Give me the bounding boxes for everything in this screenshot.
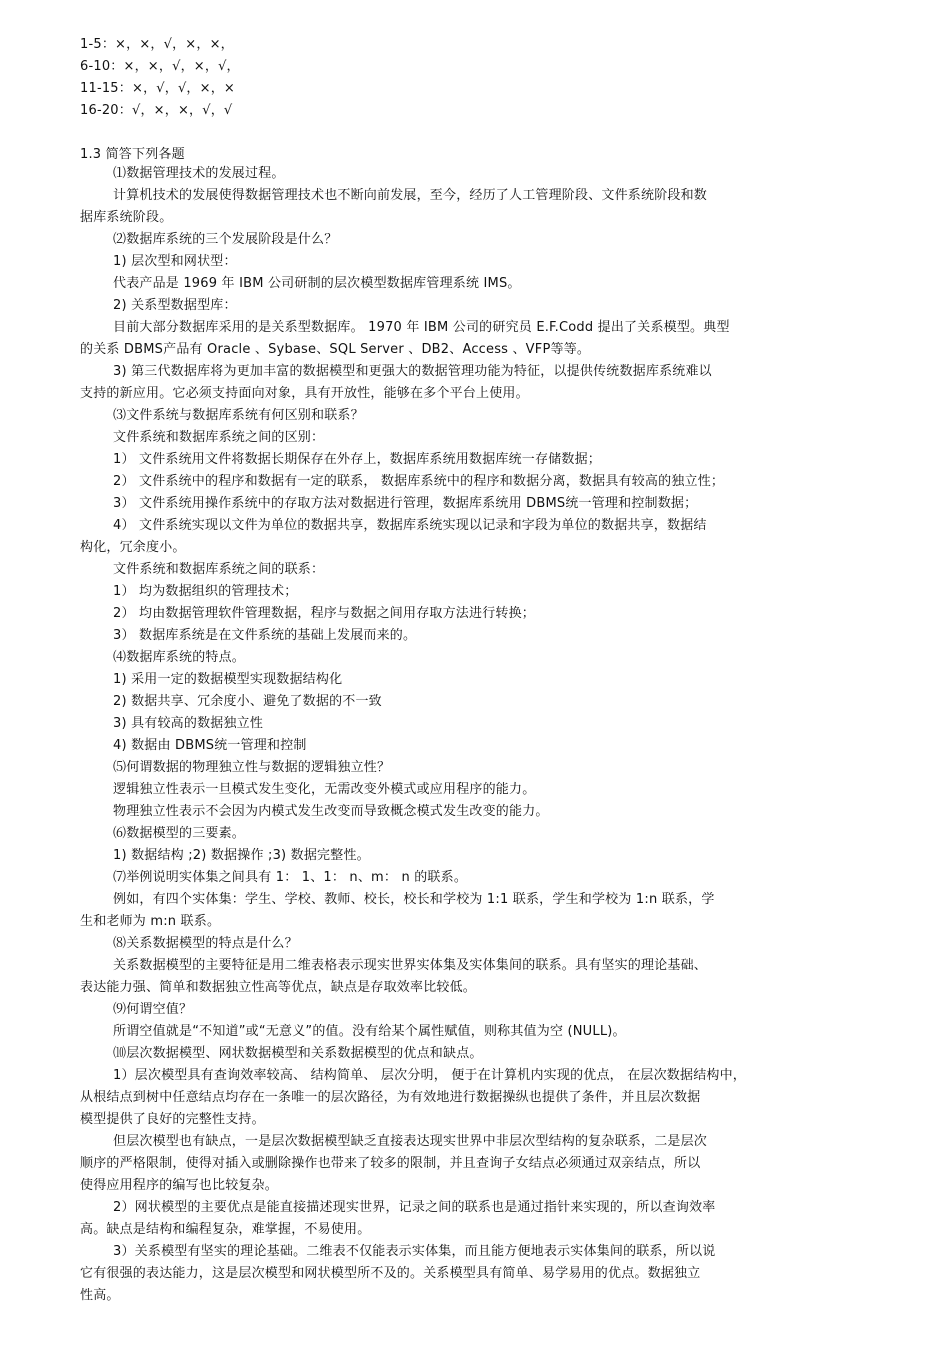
text-line: 顺序的严格限制，使得对插入或删除操作也带来了较多的限制，并且查询子女结点必须通过双亲结点，所以 bbox=[80, 1156, 701, 1171]
text-line: 逻辑独立性表示一旦模式发生变化，无需改变外模式或应用程序的能力。 bbox=[113, 782, 536, 797]
question-line: ⑵数据库系统的三个发展阶段是什么？ bbox=[113, 232, 338, 247]
text-line: 生和老师为 m:n 联系。 bbox=[80, 914, 221, 929]
text-line: 2) 关系型数据型库： bbox=[113, 298, 237, 313]
text-line: 文件系统和数据库系统之间的联系： bbox=[113, 562, 325, 577]
text-line: 的关系 DBMS产品有 Oracle 、Sybase、SQL Server 、DB2、Access 、VFP等等。 bbox=[80, 342, 591, 357]
text-line: 模型提供了良好的完整性支持。 bbox=[80, 1112, 265, 1127]
text-line: 4） 文件系统实现以文件为单位的数据共享，数据库系统实现以记录和字段为单位的数据共享，数据结 bbox=[113, 518, 707, 533]
answer-line: 6-10：×，×，√，×，√， bbox=[80, 59, 240, 74]
text-line: 1) 层次型和网状型： bbox=[113, 254, 237, 269]
text-line: 文件系统和数据库系统之间的区别： bbox=[113, 430, 325, 445]
text-line: 它有很强的表达能力，这是层次模型和网状模型所不及的。关系模型具有简单、易学易用的优点。数据独立 bbox=[80, 1266, 701, 1281]
text-line: 2） 均由数据管理软件管理数据，程序与数据之间用存取方法进行转换； bbox=[113, 606, 536, 621]
text-line: 表达能力强、简单和数据独立性高等优点，缺点是存取效率比较低。 bbox=[80, 980, 477, 995]
text-line: 2）网状模型的主要优点是能直接描述现实世界，记录之间的联系也是通过指针来实现的，所以查询效率 bbox=[113, 1200, 716, 1215]
text-line: 关系数据模型的主要特征是用二维表格表示现实世界实体集及实体集间的联系。具有坚实的理论基础、 bbox=[113, 958, 708, 973]
question-line: ⑷数据库系统的特点。 bbox=[113, 650, 246, 665]
answer-line: 16-20：√，×，×，√，√ bbox=[80, 103, 233, 118]
answer-line: 1-5：×，×，√，×，×， bbox=[80, 37, 234, 52]
text-line: 据库系统阶段。 bbox=[80, 210, 173, 225]
text-line: 2) 数据共享、冗余度小、避免了数据的不一致 bbox=[113, 694, 382, 709]
text-line: 4) 数据由 DBMS统一管理和控制 bbox=[113, 738, 307, 753]
question-line: ⑸何谓数据的物理独立性与数据的逻辑独立性？ bbox=[113, 760, 391, 775]
text-line: 3) 第三代数据库将为更加丰富的数据模型和更强大的数据管理功能为特征，以提供传统数据库系统难以 bbox=[113, 364, 712, 379]
text-line: 3） 数据库系统是在文件系统的基础上发展而来的。 bbox=[113, 628, 417, 643]
text-line: 但层次模型也有缺点，一是层次数据模型缺乏直接表达现实世界中非层次型结构的复杂联系，二是层次 bbox=[113, 1134, 708, 1149]
question-line: ⑽层次数据模型、网状数据模型和关系数据模型的优点和缺点。 bbox=[113, 1046, 483, 1061]
text-line: 3）关系模型有坚实的理论基础。二维表不仅能表示实体集，而且能方便地表示实体集间的联系，所以说 bbox=[113, 1244, 716, 1259]
text-line: 1） 均为数据组织的管理技术； bbox=[113, 584, 298, 599]
text-line: 计算机技术的发展使得数据管理技术也不断向前发展，至今，经历了人工管理阶段、文件系统阶段和数 bbox=[113, 188, 708, 203]
text-line: 3) 具有较高的数据独立性 bbox=[113, 716, 264, 731]
question-line: ⑹数据模型的三要素。 bbox=[113, 826, 246, 841]
text-line: 3） 文件系统用操作系统中的存取方法对数据进行管理，数据库系统用 DBMS统一管理和控制数据； bbox=[113, 496, 698, 511]
question-line: ⑺举例说明实体集之间具有 1： 1、1： n、m： n 的联系。 bbox=[113, 870, 468, 885]
text-line: 支持的新应用。它必须支持面向对象，具有开放性，能够在多个平台上使用。 bbox=[80, 386, 529, 401]
question-line: ⑶文件系统与数据库系统有何区别和联系？ bbox=[113, 408, 364, 423]
text-line: 例如，有四个实体集：学生、学校、教师、校长，校长和学校为 1:1 联系，学生和学校为 1:n 联系，学 bbox=[113, 892, 715, 907]
text-line: 构化，冗余度小。 bbox=[80, 540, 186, 555]
question-line: ⑻关系数据模型的特点是什么？ bbox=[113, 936, 298, 951]
text-line: 从根结点到树中任意结点均存在一条唯一的层次路径，为有效地进行数据操纵也提供了条件，并且层次数据 bbox=[80, 1090, 701, 1105]
text-line: 物理独立性表示不会因为内模式发生改变而导致概念模式发生改变的能力。 bbox=[113, 804, 549, 819]
text-line: 使得应用程序的编写也比较复杂。 bbox=[80, 1178, 279, 1193]
text-line: 所谓空值就是“不知道”或“无意义”的值。没有给某个属性赋值，则称其值为空 (NULL)。 bbox=[113, 1024, 626, 1039]
question-line: ⑼何谓空值？ bbox=[113, 1002, 193, 1017]
text-line: 1）层次模型具有查询效率较高、 结构简单、 层次分明， 便于在计算机内实现的优点， 在层次数据结构中， bbox=[113, 1068, 747, 1083]
text-line: 2） 文件系统中的程序和数据有一定的联系， 数据库系统中的程序和数据分离，数据具有较高的独立性； bbox=[113, 474, 725, 489]
text-line: 性高。 bbox=[80, 1288, 120, 1303]
text-line: 1） 文件系统用文件将数据长期保存在外存上，数据库系统用数据库统一存储数据； bbox=[113, 452, 602, 467]
question-line: ⑴数据管理技术的发展过程。 bbox=[113, 166, 285, 181]
section-title: 1.3 简答下列各题 bbox=[80, 147, 185, 162]
answer-line: 11-15：×，√，√，×，× bbox=[80, 81, 236, 96]
text-line: 高。缺点是结构和编程复杂，难掌握，不易使用。 bbox=[80, 1222, 371, 1237]
text-line: 目前大部分数据库采用的是关系型数据库。 1970 年 IBM 公司的研究员 E.F.Codd 提出了关系模型。典型 bbox=[113, 320, 730, 335]
text-line: 1) 采用一定的数据模型实现数据结构化 bbox=[113, 672, 343, 687]
text-line: 1) 数据结构 ;2) 数据操作 ;3) 数据完整性。 bbox=[113, 848, 370, 863]
text-line: 代表产品是 1969 年 IBM 公司研制的层次模型数据库管理系统 IMS。 bbox=[113, 276, 521, 291]
